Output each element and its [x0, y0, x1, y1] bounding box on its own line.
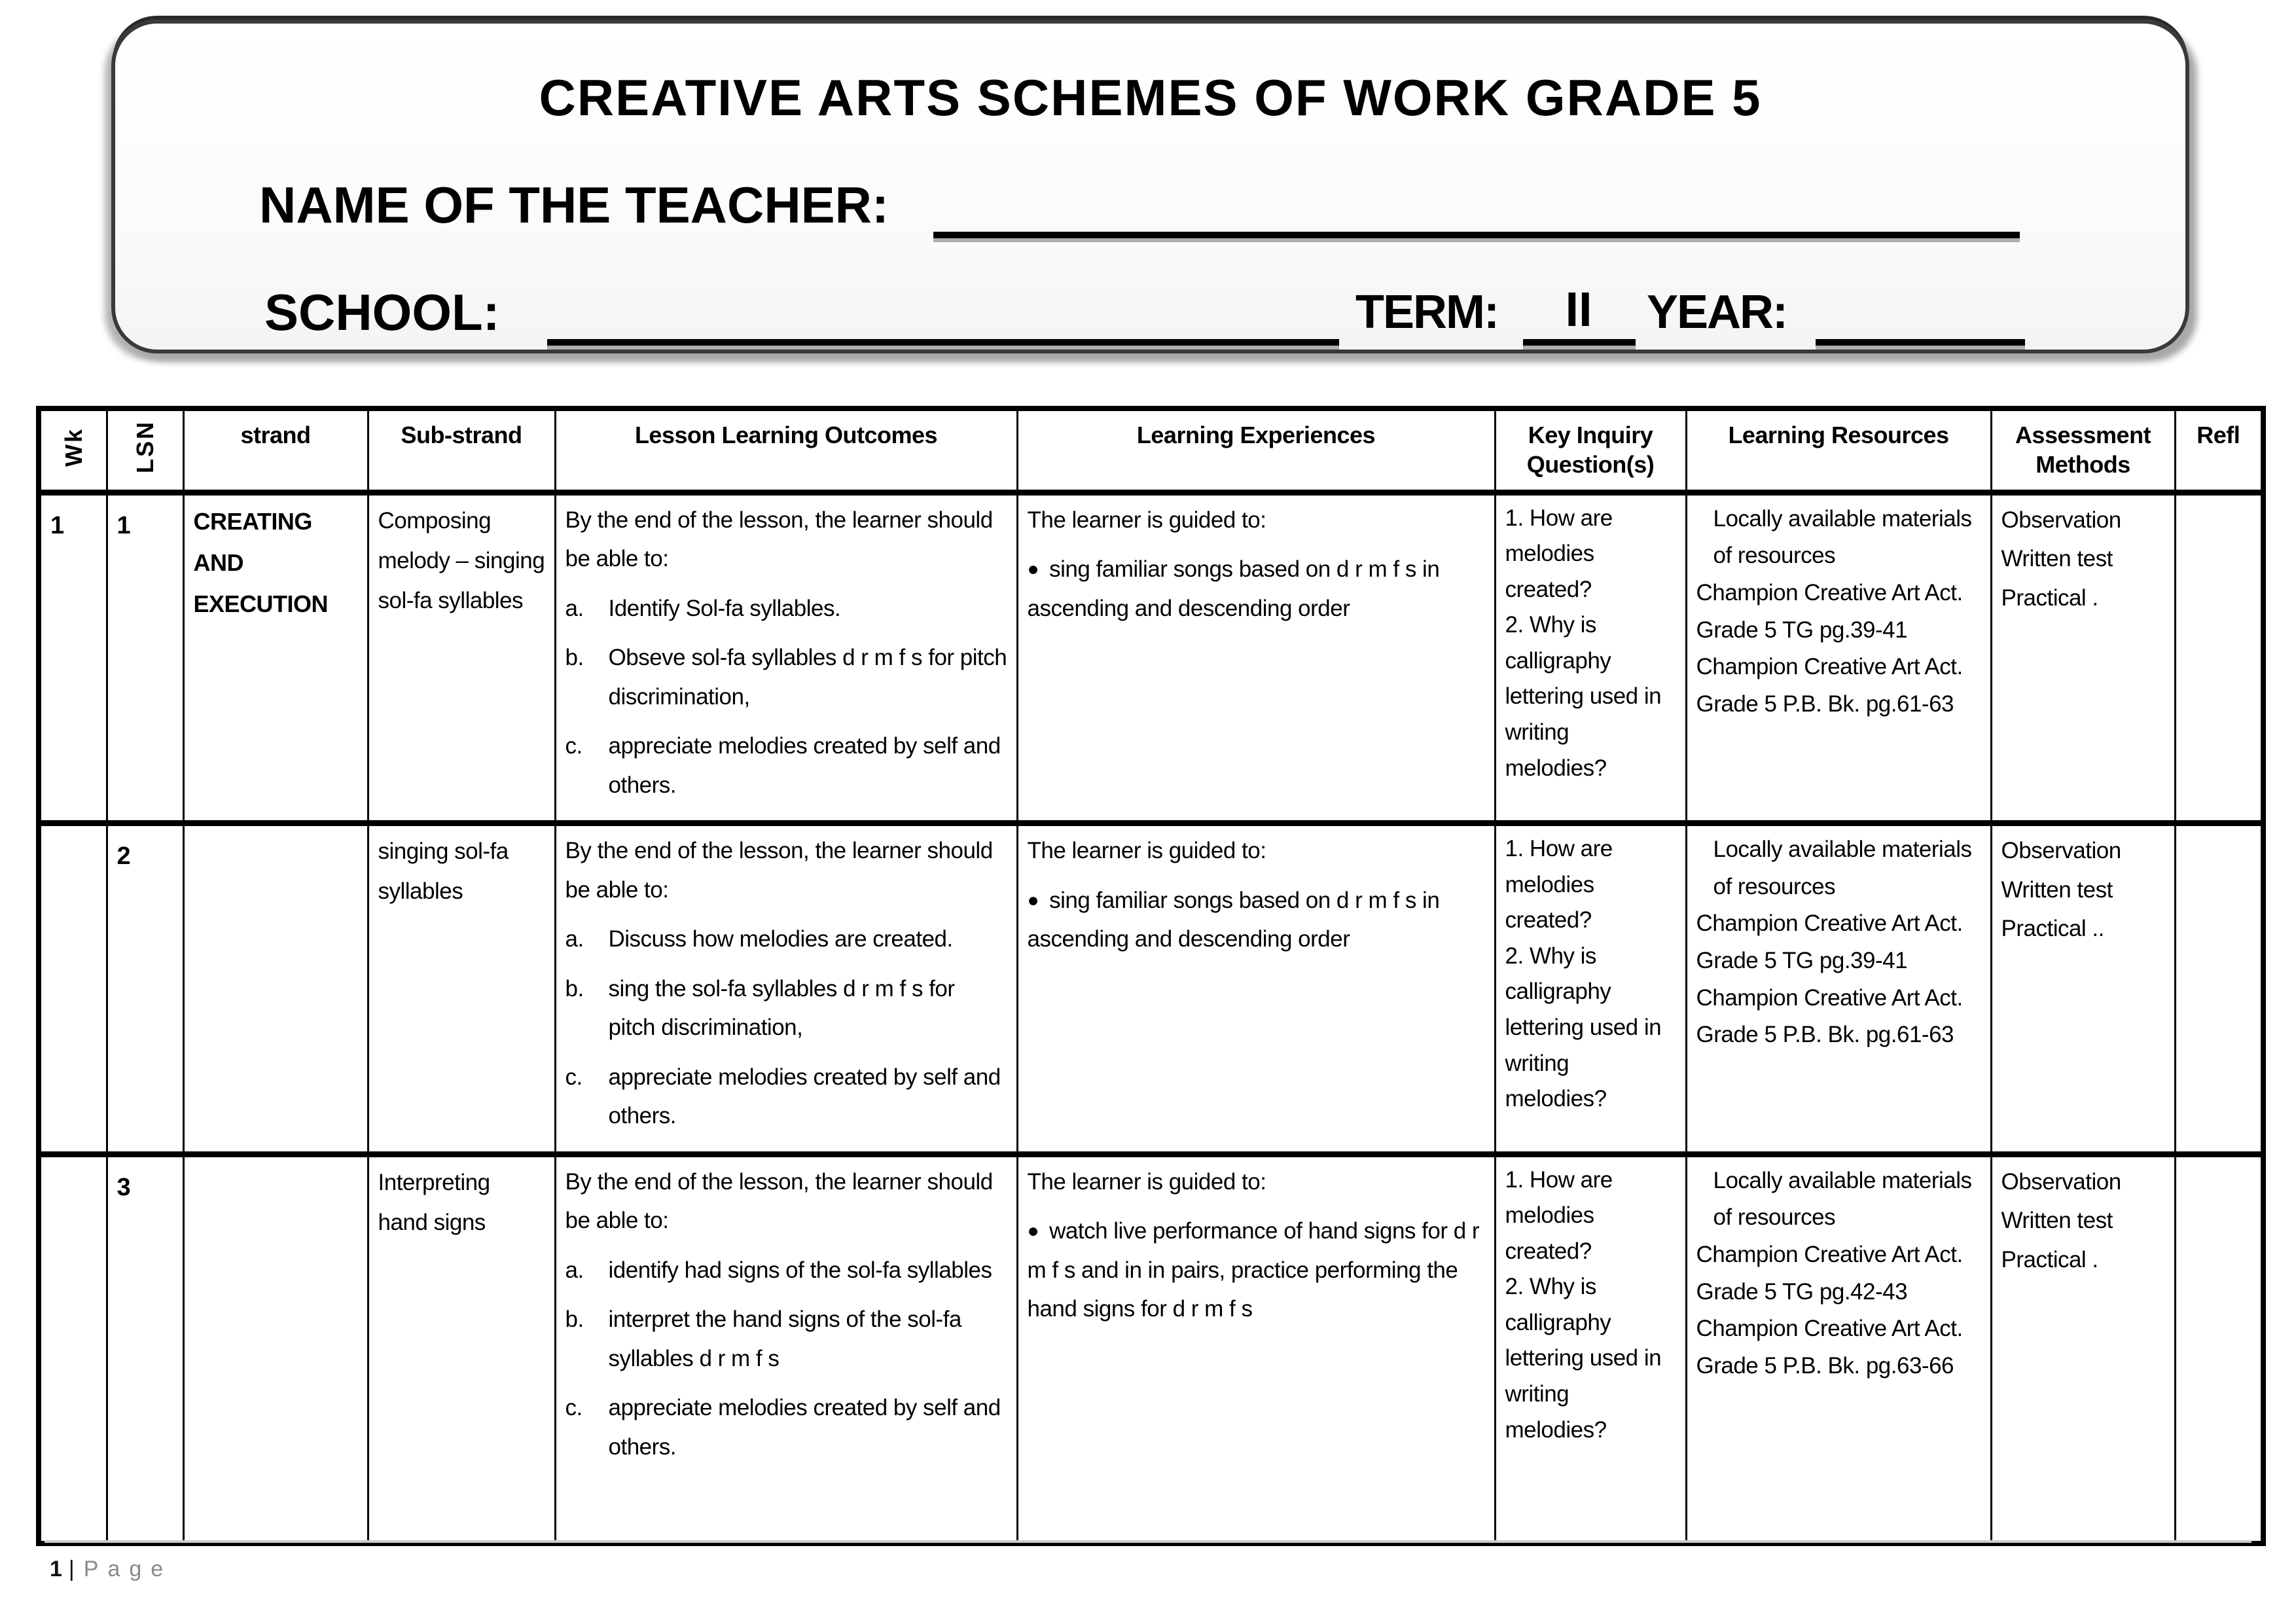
cell-strand-row3 [183, 1154, 368, 1543]
resource-item: Champion Creative Art Act. Grade 5 TG pg.42-43 [1696, 1241, 1963, 1305]
term-value: II [1565, 282, 1592, 336]
page-title: CREATIVE ARTS SCHEMES OF WORK GRADE 5 [539, 69, 1762, 126]
outcome-item: a. identify had signs of the sol-fa syllables [565, 1257, 992, 1283]
assessment-method: Written test [2001, 546, 2113, 571]
schemes-table [36, 406, 2266, 1546]
col-header-refl: Refl [2175, 408, 2263, 492]
page-number: 1 [50, 1557, 63, 1581]
resource-item: Champion Creative Art Act. Grade 5 P.B. Bk. pg.61-63 [1696, 984, 1963, 1048]
table-row [39, 1154, 2263, 1543]
cell-outcomes-row2 [555, 823, 1017, 1155]
outcomes-intro: By the end of the lesson, the learner should be able to: [565, 838, 993, 903]
assessment-method: Practical .. [2001, 916, 2104, 941]
key-inquiry-question: 1. How are melodies created? [1505, 505, 1613, 602]
header-box [111, 20, 2189, 353]
cell-resources-row1 [1686, 492, 1991, 823]
assessment-method: Practical . [2001, 1246, 2098, 1272]
school-label: SCHOOL: [264, 283, 500, 341]
cell-key-inquiry-row1 [1495, 492, 1686, 823]
school-blank-line [547, 339, 1339, 346]
col-header-wk: Wk [39, 408, 107, 492]
outcome-item: a. Identify Sol-fa syllables. [565, 595, 841, 621]
resource-item: Champion Creative Art Act. Grade 5 TG pg.39-41 [1696, 911, 1963, 974]
col-header-lsn: LSN [107, 408, 183, 492]
cell-wk-row3 [39, 1154, 107, 1543]
assessment-method: Observation [2001, 507, 2121, 533]
col-header-outcomes: Lesson Learning Outcomes [555, 408, 1017, 492]
cell-experiences-row3 [1017, 1154, 1495, 1543]
cell-key-inquiry-row2 [1495, 823, 1686, 1155]
term-label: TERM: [1355, 286, 1498, 338]
experiences-intro: The learner is guided to: [1027, 507, 1266, 533]
outcome-item: b. interpret the hand signs of the sol-fa syllables d r m f s [565, 1307, 961, 1371]
cell-key-inquiry-row3 [1495, 1154, 1686, 1543]
year-blank-line [1816, 339, 2025, 346]
cell-wk-row1: 1 [39, 492, 107, 823]
cell-assessment-row3 [1991, 1154, 2175, 1543]
cell-lsn-row2: 2 [107, 823, 183, 1155]
cell-sub-strand-row3: Interpreting hand signs [368, 1154, 555, 1543]
cell-experiences-row2 [1017, 823, 1495, 1155]
bullet-icon: ● [1027, 558, 1039, 580]
cell-lsn-row3: 3 [107, 1154, 183, 1543]
key-inquiry-question: 2. Why is calligraphy lettering used in writing melodies? [1505, 1274, 1662, 1443]
bullet-icon: ● [1027, 889, 1039, 911]
footer-divider [45, 1540, 2251, 1543]
page-footer [50, 1557, 172, 1582]
outcome-item: c. appreciate melodies created by self and others. [565, 1395, 1001, 1460]
term-blank-line [1523, 339, 1636, 346]
experience-item: ● watch live performance of hand signs for d r m f s and in in pairs, practice performing the hand signs for d r m f s [1028, 1212, 1485, 1329]
outcomes-intro: By the end of the lesson, the learner should be able to: [565, 507, 993, 571]
cell-resources-row2 [1686, 823, 1991, 1155]
key-inquiry-question: 1. How are melodies created? [1505, 836, 1613, 933]
outcomes-intro: By the end of the lesson, the learner should be able to: [565, 1168, 993, 1233]
cell-assessment-row1 [1991, 492, 2175, 823]
cell-outcomes-row1 [555, 492, 1017, 823]
cell-experiences-row1 [1017, 492, 1495, 823]
cell-assessment-row2 [1991, 823, 2175, 1155]
col-header-strand: strand [183, 408, 368, 492]
resource-item: Champion Creative Art Act. Grade 5 P.B. Bk. pg.61-63 [1696, 654, 1963, 717]
experience-item: ● sing familiar songs based on d r m f s in ascending and descending order [1028, 881, 1485, 959]
teacher-name-label: NAME OF THE TEACHER: [259, 176, 889, 234]
outcome-item: a. Discuss how melodies are created. [565, 926, 953, 952]
assessment-method: Written test [2001, 1208, 2113, 1233]
col-header-sub-strand: Sub-strand [368, 408, 555, 492]
experience-item: ● sing familiar songs based on d r m f s in ascending and descending order [1028, 550, 1485, 628]
experiences-intro: The learner is guided to: [1027, 1168, 1266, 1195]
bullet-icon: ● [1027, 1220, 1039, 1242]
resource-item: Champion Creative Art Act. Grade 5 TG pg.39-41 [1696, 579, 1963, 643]
cell-strand-row1: CREATING AND EXECUTION [183, 492, 368, 823]
cell-sub-strand-row2: singing sol-fa syllables [368, 823, 555, 1155]
cell-sub-strand-row1: Composing melody – singing sol-fa syllables [368, 492, 555, 823]
cell-lsn-row1: 1 [107, 492, 183, 823]
cell-resources-row3 [1686, 1154, 1991, 1543]
year-label: YEAR: [1647, 286, 1787, 338]
table-header-row [39, 408, 2263, 492]
table-row [39, 492, 2263, 823]
page-word: Page [83, 1557, 173, 1581]
outcome-item: c. appreciate melodies created by self and others. [565, 1064, 1001, 1128]
col-header-key-inquiry: Key Inquiry Question(s) [1495, 408, 1686, 492]
experiences-intro: The learner is guided to: [1027, 838, 1266, 863]
resource-item: Locally available materials of resources [1713, 837, 1972, 899]
resource-item: Locally available materials of resources [1713, 505, 1972, 569]
outcome-item: b. sing the sol-fa syllables d r m f s for pitch discrimination, [565, 975, 955, 1040]
col-header-resources: Learning Resources [1686, 408, 1991, 492]
footer-separator: | [68, 1557, 75, 1581]
table-row [39, 823, 2263, 1155]
cell-outcomes-row3 [555, 1154, 1017, 1543]
cell-refl-row1 [2175, 492, 2263, 823]
key-inquiry-question: 2. Why is calligraphy lettering used in writing melodies? [1505, 943, 1662, 1112]
cell-refl-row3 [2175, 1154, 2263, 1543]
outcome-item: b. Obseve sol-fa syllables d r m f s for pitch discrimination, [565, 645, 1007, 710]
col-header-experiences: Learning Experiences [1017, 408, 1495, 492]
resource-item: Locally available materials of resources [1713, 1167, 1972, 1231]
assessment-method: Observation [2001, 1168, 2121, 1195]
assessment-method: Written test [2001, 876, 2113, 903]
cell-wk-row2 [39, 823, 107, 1155]
resource-item: Champion Creative Art Act. Grade 5 P.B. Bk. pg.63-66 [1696, 1316, 1963, 1379]
assessment-method: Observation [2001, 838, 2121, 863]
key-inquiry-question: 1. How are melodies created? [1505, 1166, 1613, 1264]
col-header-assessment: Assessment Methods [1991, 408, 2175, 492]
key-inquiry-question: 2. Why is calligraphy lettering used in writing melodies? [1505, 612, 1662, 781]
outcome-item: c. appreciate melodies created by self and others. [565, 733, 1001, 798]
teacher-name-blank-line [933, 232, 2020, 238]
assessment-method: Practical . [2001, 585, 2098, 611]
cell-refl-row2 [2175, 823, 2263, 1155]
cell-strand-row2 [183, 823, 368, 1155]
